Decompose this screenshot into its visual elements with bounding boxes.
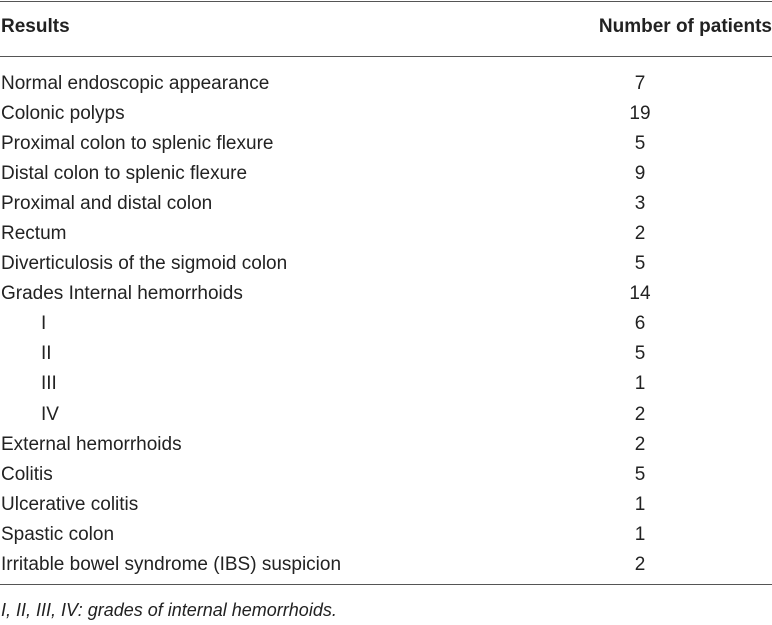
row-value: 2 (634, 553, 646, 575)
table-row (0, 461, 772, 491)
table-row (0, 160, 772, 190)
table-row (0, 70, 772, 100)
table-row (0, 491, 772, 521)
table-row (0, 551, 772, 581)
table-row (0, 401, 772, 431)
row-value: 14 (629, 283, 651, 305)
row-label: External hemorrhoids (1, 433, 182, 455)
table-bottom-rule (0, 584, 772, 585)
row-value: 5 (634, 133, 646, 155)
row-label: Colitis (1, 463, 53, 485)
row-label: I (41, 313, 47, 335)
table-row (0, 280, 772, 310)
row-value: 5 (634, 463, 646, 485)
row-value: 6 (634, 313, 646, 335)
row-label: Distal colon to splenic flexure (1, 163, 248, 185)
row-value: 2 (634, 433, 646, 455)
row-label: Irritable bowel syndrome (IBS) suspicion (1, 553, 342, 575)
table-top-rule (0, 1, 772, 2)
table-row (0, 130, 772, 160)
row-label: II (41, 343, 52, 365)
row-value: 3 (634, 193, 646, 215)
table-row (0, 190, 772, 220)
table-header-row (0, 16, 772, 44)
table-row (0, 370, 772, 400)
row-value: 7 (634, 73, 646, 94)
table-row (0, 100, 772, 130)
row-label: Ulcerative colitis (1, 493, 139, 515)
table-row (0, 340, 772, 370)
row-label: Spastic colon (1, 523, 115, 545)
row-value: 2 (634, 403, 646, 425)
table-row (0, 250, 772, 280)
table-footnote: I, II, III, IV: grades of internal hemorrhoids. (1, 600, 337, 620)
table-body (0, 70, 772, 581)
row-label: Proximal and distal colon (1, 193, 213, 215)
table-row (0, 521, 772, 551)
row-label: Colonic polyps (1, 103, 125, 125)
table-header-rule (0, 56, 772, 57)
row-label: Diverticulosis of the sigmoid colon (1, 253, 288, 275)
row-value: 1 (634, 523, 646, 545)
row-label: III (41, 373, 57, 395)
row-value: 1 (634, 373, 646, 395)
row-value: 9 (634, 163, 646, 185)
table-row (0, 220, 772, 250)
row-label: Rectum (1, 223, 67, 245)
row-label: Normal endoscopic appearance (1, 73, 270, 94)
row-label: Proximal colon to splenic flexure (1, 133, 274, 155)
row-value: 5 (634, 253, 646, 275)
row-value: 19 (629, 103, 651, 125)
table-row (0, 310, 772, 340)
row-value: 5 (634, 343, 646, 365)
row-label: Grades Internal hemorrhoids (1, 283, 243, 305)
table-row (0, 431, 772, 461)
header-number-of-patients: Number of patients (598, 16, 772, 37)
header-results: Results (1, 16, 70, 37)
row-value: 1 (634, 493, 646, 515)
row-value: 2 (634, 223, 646, 245)
row-label: IV (41, 403, 59, 425)
